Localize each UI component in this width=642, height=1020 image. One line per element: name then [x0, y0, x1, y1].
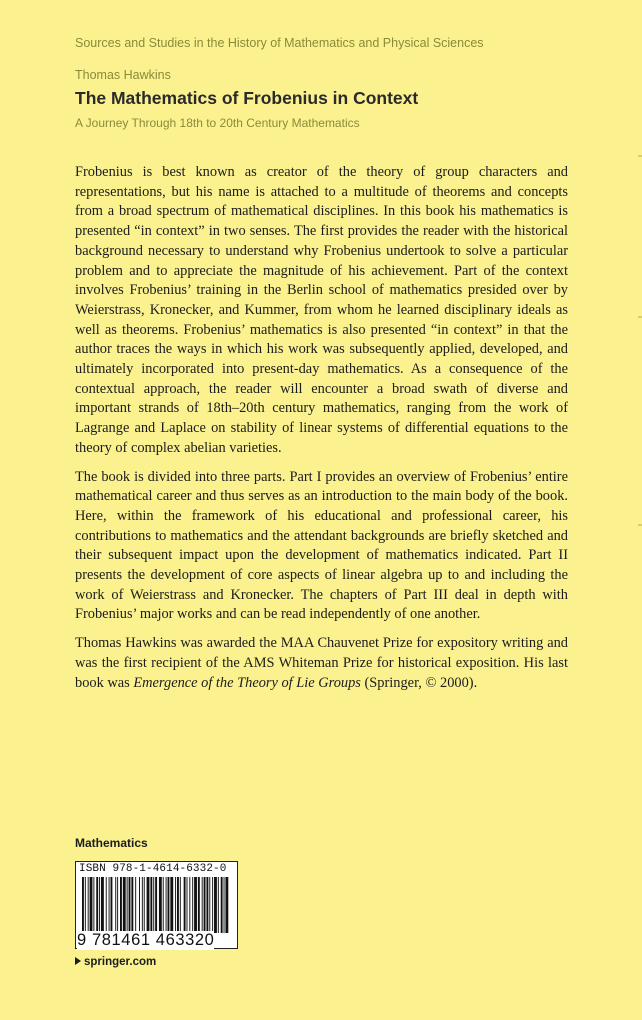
barcode-bar: [127, 877, 128, 933]
barcode-bar: [150, 877, 152, 933]
trim-mark-bottom: [638, 524, 642, 526]
barcode-bar: [99, 877, 100, 933]
barcode-bar: [129, 877, 131, 933]
barcode-bar: [198, 877, 200, 933]
barcode-bar: [96, 877, 98, 933]
author-bio-text: Thomas Hawkins was awarded the MAA Chauvenet Prize for expository writing and was the first recipient of the AMS Whiteman Prize for historical exposition. His last book was: [75, 635, 568, 691]
barcode-bar: [111, 877, 113, 933]
trim-mark-middle: [638, 316, 642, 318]
barcode-bar: [106, 877, 107, 933]
book-subtitle: A Journey Through 18th to 20th Century Mathematics: [75, 116, 360, 130]
barcode-bar: [204, 877, 206, 933]
barcode-bar: [93, 877, 94, 933]
barcode-bar: [109, 877, 110, 933]
barcode-bar: [194, 877, 197, 933]
barcode-bar: [225, 877, 228, 933]
barcode-bar: [163, 877, 164, 933]
ean-digits: 9 781461 463320: [77, 931, 215, 949]
barcode-bar: [175, 877, 176, 933]
publisher-link[interactable]: [75, 956, 156, 968]
previous-book-title: Emergence of the Theory of Lie Groups: [133, 674, 361, 691]
barcode-bar: [153, 877, 154, 933]
blurb-paragraph-author-bio: [75, 634, 568, 693]
barcode-bar: [221, 877, 223, 933]
blurb-paragraph-overview: Frobenius is best known as creator of the theory of group characters and representations, but his name is attached to a multitude of theorems and concepts from a broad spectrum of mathematical disciplines. In this book his mathematics is presented “in context” in two senses. The first provides the reader with the historical background necessary to understand why Frobenius undertook to solve a particular problem and to appreciate the magnitude of his achievement. Part of the context involves Frobenius’ training in the Berlin school of mathematics presided over by Weierstrass, Kronecker, and Kummer, from whom he learned disciplinary ideals as well as theorems. Frobenius’ mathematics is also presented “in context” in that the author traces the ways in which his work was subsequently applied, developed, and ultimately incorporated into present-day mathematics. As a consequence of the contextual approach, the reader will encounter a broad swath of diverse and important strands of 18th–20th century mathematics, ranging from the work of Lagrange and Laplace on stability of linear systems of differential equations to the theory of complex abelian varieties.: [75, 164, 568, 456]
book-title: The Mathematics of Frobenius in Context: [75, 88, 419, 108]
barcode-bar: [218, 877, 219, 933]
barcode-bar: [131, 877, 133, 933]
isbn-barcode: [75, 861, 238, 949]
subject-label: Mathematics: [75, 836, 148, 850]
publisher-url: springer.com: [84, 956, 157, 968]
barcode-bar: [206, 877, 208, 933]
barcode-bar: [101, 877, 104, 933]
author-name: Thomas Hawkins: [75, 68, 171, 82]
barcode-bar: [192, 877, 193, 933]
barcode-bar: [212, 877, 213, 933]
barcode-bar: [90, 877, 93, 933]
barcode-bar: [82, 877, 84, 933]
trim-mark-top: [638, 155, 642, 157]
barcode-bar: [139, 877, 140, 933]
blurb-paragraph-structure: The book is divided into three parts. Part I provides an overview of Frobenius’ entire mathematical career and thus serves as an introduction to the main body of the book. Here, within the framework of his educational and professional career, his contributions to mathematics and the attendant backgrounds are briefly sketched and their subsequent impact upon the development of mathematics indicated. Part II presents the development of core aspects of linear algebra up to and including the work of Weierstrass and Kronecker. The chapters of Part III deal in depth with Frobenius’ major works and can be read independently of one another.: [75, 468, 568, 623]
barcode-bar: [120, 877, 122, 933]
barcode-bar: [177, 877, 179, 933]
barcode-bar: [135, 877, 136, 933]
barcode-bar: [88, 877, 89, 933]
barcode-bar: [189, 877, 190, 933]
isbn-text: ISBN 978-1-4614-6332-0: [79, 863, 227, 875]
barcode-bar: [155, 877, 157, 933]
barcode-bar: [180, 877, 181, 933]
barcode-bar: [187, 877, 188, 933]
series-title: Sources and Studies in the History of Mathematics and Physical Sciences: [75, 36, 484, 50]
back-cover-blurb: [75, 163, 568, 702]
barcode-bar: [144, 877, 145, 933]
barcode-bar: [115, 877, 116, 933]
barcode-bar: [202, 877, 203, 933]
barcode-bar: [170, 877, 173, 933]
barcode-bar: [209, 877, 210, 933]
barcode-bar: [142, 877, 143, 933]
barcode-bar: [224, 877, 225, 933]
barcode-bar: [147, 877, 150, 933]
barcode-bar: [159, 877, 162, 933]
barcode-bar: [85, 877, 86, 933]
triangle-right-icon: [75, 957, 81, 965]
barcode-bar: [123, 877, 126, 933]
barcode-bar: [184, 877, 186, 933]
author-bio-end: (Springer, © 2000).: [360, 674, 478, 691]
barcode-bar: [166, 877, 167, 933]
barcode-bar: [214, 877, 217, 933]
barcode-bar: [168, 877, 170, 933]
barcode-bar: [117, 877, 118, 933]
